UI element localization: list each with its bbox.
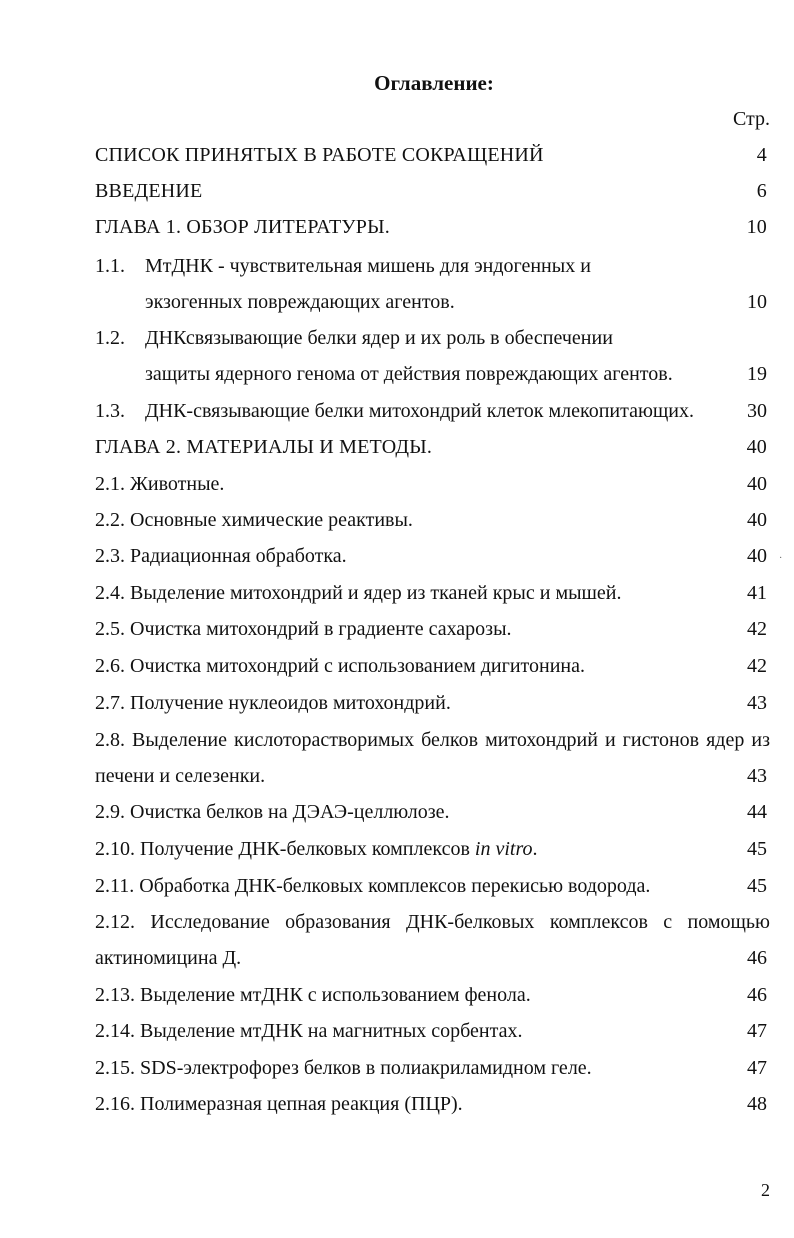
- toc-entry-text: 2.2. Основные химические реактивы.: [95, 509, 413, 531]
- toc-entry[interactable]: [95, 214, 767, 240]
- toc-entry-continuation[interactable]: [95, 945, 767, 971]
- toc-entry-text: 2.16. Полимеразная цепная реакция (ПЦР).: [95, 1093, 463, 1115]
- toc-entry-text: экзогенных повреждающих агентов.: [145, 291, 455, 313]
- toc-entry-page: 6: [756, 180, 767, 202]
- toc-entry-page: 40: [747, 473, 767, 495]
- toc-entry-page: 4: [756, 144, 767, 166]
- toc-entry-page: 43: [747, 765, 767, 787]
- toc-entry[interactable]: [95, 616, 767, 642]
- toc-entry-number: 1.1.: [95, 255, 125, 277]
- toc-entry-page: 40: [747, 545, 767, 567]
- toc-entry[interactable]: [95, 398, 767, 424]
- toc-entry-page: 42: [747, 618, 767, 640]
- toc-entry[interactable]: [95, 471, 767, 497]
- toc-entry[interactable]: [95, 1091, 767, 1117]
- toc-entry-page: 30: [747, 400, 767, 422]
- toc-entry-page: 10: [747, 291, 767, 313]
- toc-entry-text: 2.7. Получение нуклеоидов митохондрий.: [95, 692, 451, 714]
- toc-entry[interactable]: [95, 434, 767, 460]
- toc-entry-text: МтДНК - чувствительная мишень для эндогенных и: [145, 255, 591, 277]
- toc-entry[interactable]: [95, 727, 770, 753]
- toc-entry[interactable]: [95, 142, 767, 168]
- toc-entry-continuation[interactable]: [145, 289, 767, 315]
- toc-entry-page: 46: [747, 947, 767, 969]
- toc-entry-page: 43: [747, 692, 767, 714]
- toc-entry-text: 2.1. Животные.: [95, 473, 225, 495]
- toc-entry-text: ГЛАВА 2. МАТЕРИАЛЫ И МЕТОДЫ.: [95, 436, 433, 458]
- toc-entry[interactable]: [95, 178, 767, 204]
- toc-entry[interactable]: [95, 253, 767, 279]
- toc-entry-text-end: .: [532, 838, 538, 860]
- toc-entry-text: 2.10. Получение ДНК-белковых комплексов: [95, 838, 475, 860]
- toc-entry-text: ДНКсвязывающие белки ядер и их роль в обеспечении: [145, 327, 613, 349]
- toc-entry[interactable]: [95, 690, 767, 716]
- toc-entry-number: 1.3.: [95, 400, 125, 422]
- toc-title: Оглавление:: [374, 71, 494, 95]
- toc-entry[interactable]: [95, 909, 770, 935]
- toc-entry-page: 47: [747, 1020, 767, 1042]
- toc-entry-text: 2.14. Выделение мтДНК на магнитных сорбентах.: [95, 1020, 523, 1042]
- toc-entry-page: 42: [747, 655, 767, 677]
- toc-entry-page: 41: [747, 582, 767, 604]
- toc-entry-italic-text: in vitro: [474, 838, 533, 860]
- toc-entry-page: 48: [747, 1093, 767, 1115]
- toc-entry-page: 47: [747, 1057, 767, 1079]
- toc-entry-number: 1.2.: [95, 327, 125, 349]
- toc-entry[interactable]: [95, 653, 767, 679]
- toc-entry[interactable]: [95, 580, 767, 606]
- toc-entry[interactable]: [95, 1018, 767, 1044]
- toc-entry-text: СПИСОК ПРИНЯТЫХ В РАБОТЕ СОКРАЩЕНИЙ: [95, 144, 544, 166]
- toc-entry-text: 2.8. Выделение кислоторастворимых белков митохондрий и гистонов ядер из: [95, 729, 770, 751]
- toc-entry-page: 40: [747, 509, 767, 531]
- toc-entry-text: 2.4. Выделение митохондрий и ядер из тканей крыс и мышей.: [95, 582, 622, 604]
- toc-entry-page: 46: [747, 984, 767, 1006]
- toc-entry-text: 2.5. Очистка митохондрий в градиенте сахарозы.: [95, 618, 512, 640]
- toc-entry-continuation[interactable]: [145, 361, 767, 387]
- toc-entry-text: актиномицина Д.: [95, 947, 242, 969]
- scan-speck: ·: [779, 553, 783, 564]
- toc-entry[interactable]: [95, 325, 767, 351]
- toc-entry-page: 40: [746, 436, 767, 458]
- toc-entry-text: ГЛАВА 1. ОБЗОР ЛИТЕРАТУРЫ.: [95, 216, 390, 238]
- page-number: 2: [761, 1180, 770, 1200]
- toc-entry[interactable]: [95, 507, 767, 533]
- toc-entry-text: ВВЕДЕНИЕ: [95, 180, 203, 202]
- page-column-label: Стр.: [732, 108, 770, 130]
- toc-entry-page: 45: [747, 838, 767, 860]
- toc-entry[interactable]: [95, 873, 767, 899]
- toc-entry[interactable]: [95, 543, 767, 569]
- toc-entry-page: 45: [747, 875, 767, 897]
- toc-entry[interactable]: [95, 836, 767, 862]
- toc-entry-page: 44: [747, 801, 767, 823]
- toc-entry-text: 2.12. Исследование образования ДНК-белковых комплексов с помощью: [95, 911, 770, 933]
- toc-entry-text: защиты ядерного генома от действия повреждающих агентов.: [145, 363, 673, 385]
- toc-entry-text: ДНК-связывающие белки митохондрий клеток млекопитающих.: [145, 400, 695, 422]
- toc-entry-text: 2.11. Обработка ДНК-белковых комплексов перекисью водорода.: [95, 875, 651, 897]
- toc-entry-page: 19: [747, 363, 767, 385]
- toc-entry-text: 2.9. Очистка белков на ДЭАЭ-целлюлозе.: [95, 801, 450, 823]
- toc-entry-page: 10: [746, 216, 767, 238]
- toc-entry[interactable]: [95, 799, 767, 825]
- toc-entry-text: 2.15. SDS-электрофорез белков в полиакриламидном геле.: [95, 1057, 592, 1079]
- toc-entry[interactable]: [95, 982, 767, 1008]
- toc-entry-text: печени и селезенки.: [95, 765, 266, 787]
- toc-entry[interactable]: [95, 1055, 767, 1081]
- toc-entry-continuation[interactable]: [95, 763, 767, 789]
- toc-entry-text: 2.13. Выделение мтДНК с использованием фенола.: [95, 984, 531, 1006]
- toc-entry-text: 2.6. Очистка митохондрий с использованием дигитонина.: [95, 655, 585, 677]
- toc-entry-text: 2.3. Радиационная обработка.: [95, 545, 347, 567]
